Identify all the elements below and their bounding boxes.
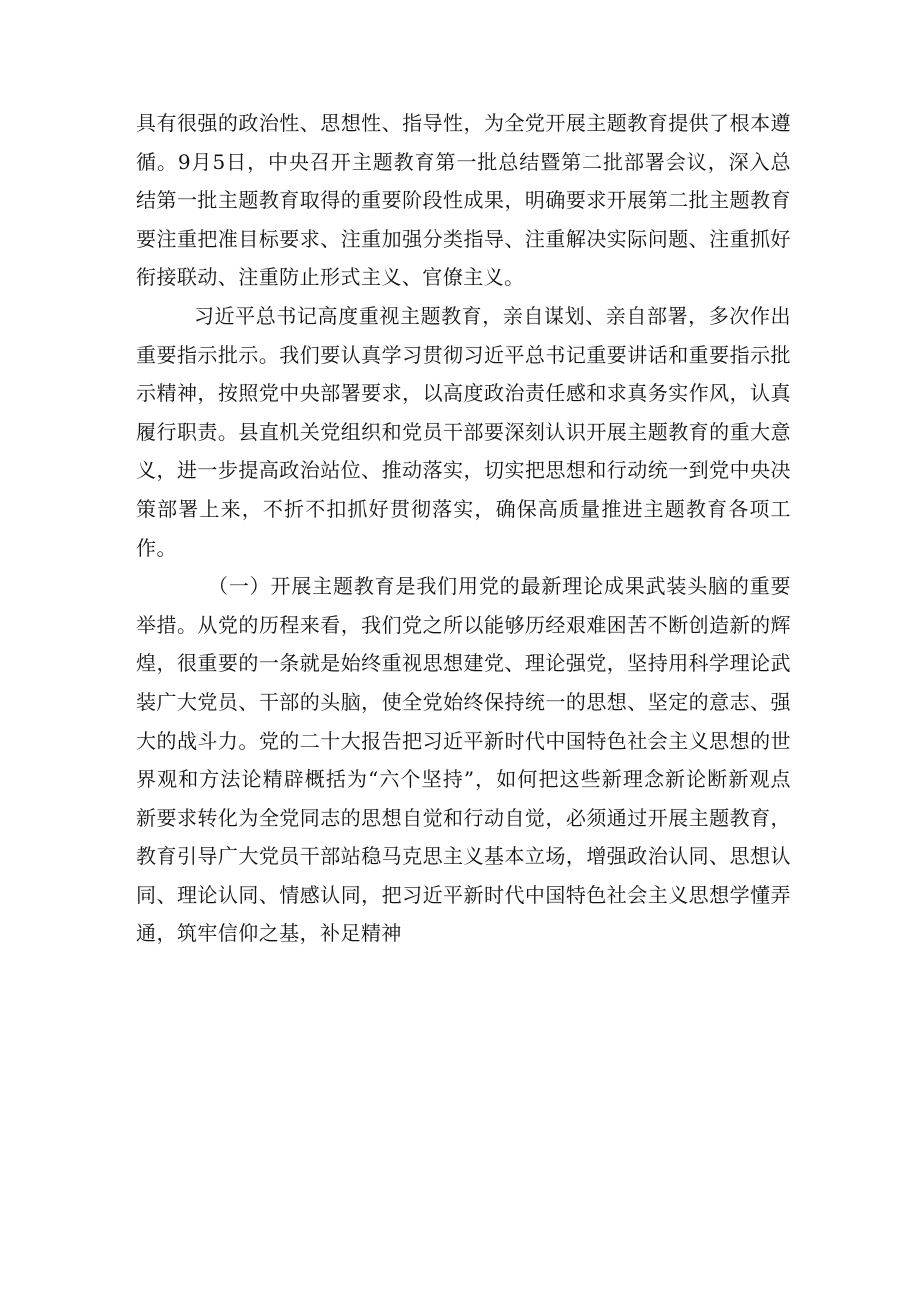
paragraph-continuation: 具有很强的政治性、思想性、指导性，为全党开展主题教育提供了根本遵循。9月5日，中央召开主题教育第一批总结暨第二批部署会议，深入总结第一批主题教育取得的重要阶段性成果，明确要求开展第二批主题教育要注重把准目标要求、注重加强分类指导、注重解决实际问题、注重抓好衔接联动、注重防止形式主义、官僚主义。 [136, 111, 791, 290]
document-body [136, 104, 791, 953]
paragraph-section-one: （一）开展主题教育是我们用党的最新理论成果武装头脑的重要举措。从党的历程来看，我们党之所以能够历经艰难困苦不断创造新的辉煌，很重要的一条就是始终重视思想建党、理论强党，坚持用科学理论武装广大党员、干部的头脑，使全党始终保持统一的思想、坚定的意志、强大的战斗力。党的二十大报告把习近平新时代中国特色社会主义思想的世界观和方法论精辟概括为“六个坚持”，如何把这些新理念新论断新观点新要求转化为全党同志的思想自觉和行动自觉，必须通过开展主题教育，教育引导广大党员干部站稳马克思主义基本立场，增强政治认同、思想认同、理论认同、情感认同，把习近平新时代中国特色社会主义思想学懂弄通，筑牢信仰之基，补足精神 [136, 574, 791, 946]
paragraph-leadership-emphasis: 习近平总书记高度重视主题教育，亲自谋划、亲自部署，多次作出重要指示批示。我们要认真学习贯彻习近平总书记重要讲话和重要指示批示精神，按照党中央部署要求，以高度政治责任感和求真务实作风，认真履行职责。县直机关党组织和党员干部要深刻认识开展主题教育的重大意义，进一步提高政治站位、推动落实，切实把思想和行动统一到党中央决策部署上来，不折不扣抓好贯彻落实，确保高质量推进主题教育各项工作。 [136, 303, 791, 560]
